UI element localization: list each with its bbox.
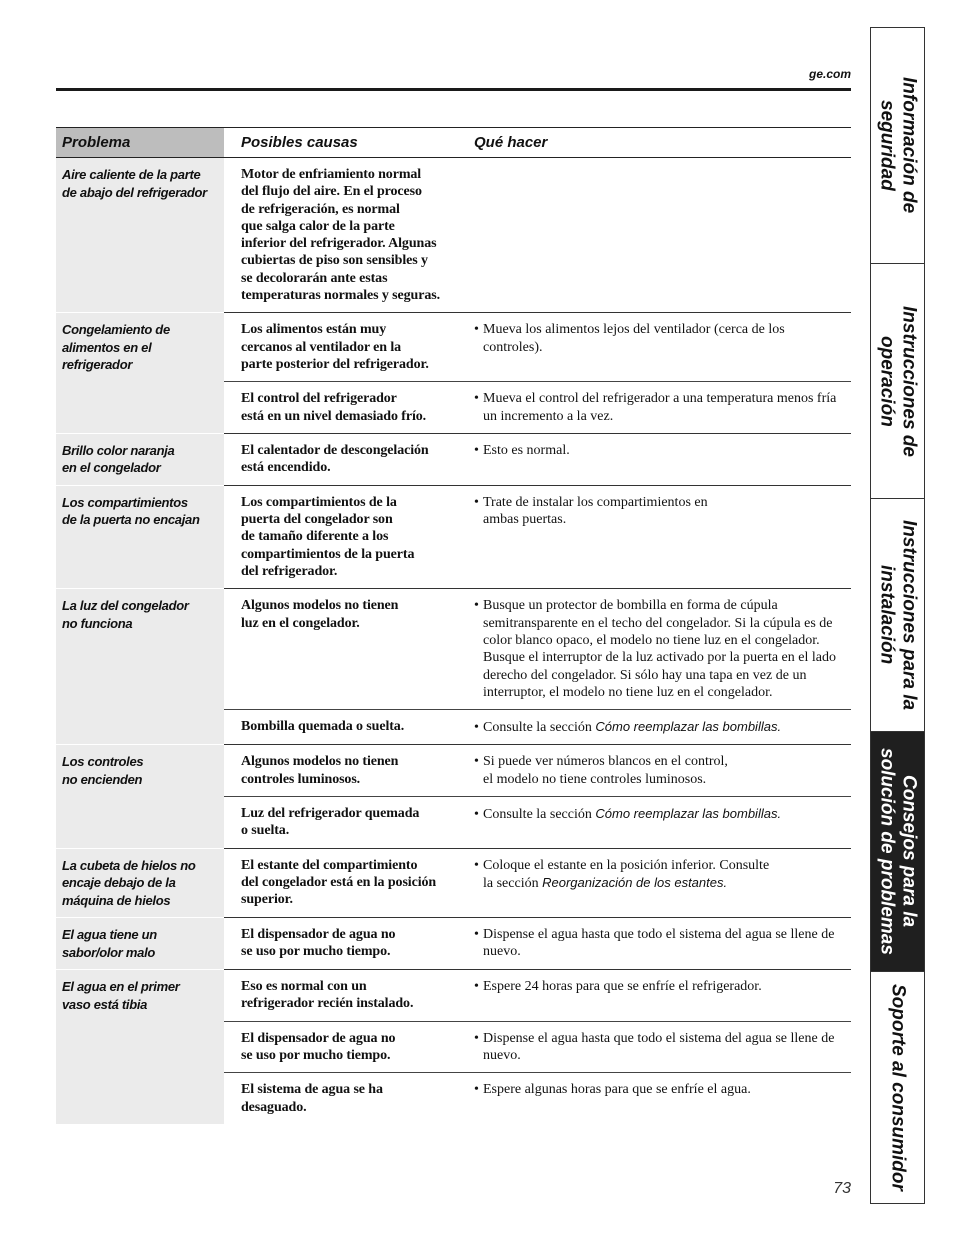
todo-cell — [460, 848, 851, 918]
bullet-item — [474, 321, 837, 356]
page-number: 73 — [833, 1180, 851, 1197]
cause-cell: Algunos modelos no tienen controles luminosos. — [224, 745, 460, 797]
section-tab-label: Instrucciones de operación — [876, 305, 920, 457]
bullet-text: Dispense el agua hasta que todo el sistema del agua se llene de nuevo. — [483, 1030, 835, 1063]
problem-cell: Congelamiento de alimentos en el refrigerador — [56, 313, 224, 433]
problem-cell: Brillo color naranja en el congelador — [56, 433, 224, 485]
bullet-item — [474, 926, 837, 961]
problem-cell: La luz del congelador no funciona — [56, 589, 224, 745]
todo-cell — [460, 710, 851, 745]
cause-cell: Eso es normal con un refrigerador recién instalado. — [224, 970, 460, 1022]
table-row — [56, 918, 851, 970]
table-row — [56, 158, 851, 313]
problem-cell: El agua tiene un sabor/olor malo — [56, 918, 224, 970]
todo-cell — [460, 970, 851, 1022]
section-reference: Cómo reemplazar las bombillas. — [595, 719, 782, 735]
site-url: ge.com — [808, 67, 851, 81]
problem-cell: Aire caliente de la parte de abajo del refrigerador — [56, 158, 224, 313]
section-tab-label: Información de seguridad — [876, 77, 920, 214]
header-rule — [56, 88, 851, 91]
bullet-text: Si puede ver números blancos en el control, el modelo no tiene controles luminosos. — [483, 754, 728, 787]
todo-cell — [460, 433, 851, 485]
todo-cell — [460, 1021, 851, 1073]
section-tab-1[interactable] — [871, 28, 924, 264]
cause-cell: Bombilla quemada o suelta. — [224, 710, 460, 745]
table-row — [56, 745, 851, 797]
bullet-item — [474, 442, 837, 459]
todo-cell — [460, 382, 851, 434]
section-reference: Cómo reemplazar las bombillas. — [595, 806, 782, 822]
problem-cell: La cubeta de hielos no encaje debajo de la máquina de hielos — [56, 848, 224, 918]
bullet-text: Consulte la sección — [483, 807, 596, 823]
cause-cell: Los alimentos están muy cercanos al ventilador en la parte posterior del refrigerador. — [224, 313, 460, 382]
column-header-problem: Problema — [56, 128, 224, 158]
cause-cell: Algunos modelos no tienen luz en el congelador. — [224, 589, 460, 710]
bullet-item — [474, 805, 837, 823]
bullet-text: Mueva los alimentos lejos del ventilador (cerca de los controles). — [483, 322, 785, 355]
bullet-text: Mueva el control del refrigerador a una temperatura menos fría un incremento a la vez. — [483, 391, 837, 424]
bullet-text: Espere 24 horas para que se enfríe el refrigerador. — [483, 979, 762, 995]
todo-cell — [460, 485, 851, 588]
bullet-item — [474, 1030, 837, 1065]
table-row — [56, 848, 851, 918]
section-reference: Reorganización de los estantes. — [542, 874, 728, 890]
todo-cell — [460, 1073, 851, 1124]
todo-cell — [460, 797, 851, 849]
bullet-text: Busque un protector de bombilla en forma de cúpula semitransparente en el techo del congelador. Si la cúpula es de color blanco opaco, el modelo no tiene luz en el congelador. Busque el interruptor de la luz activado por la puerta en el lado derecho del congelador. Si sólo hay una tapa en vez de un interruptor, el modelo no tiene luz en el congelador. — [483, 598, 836, 700]
problem-cell: Los compartimientos de la puerta no encajan — [56, 485, 224, 588]
section-tabs — [870, 27, 925, 1204]
cause-cell: Los compartimientos de la puerta del congelador son de tamaño diferente a los compartimientos de la puerta del refrigerador. — [224, 485, 460, 588]
section-tab-4[interactable] — [871, 732, 924, 972]
cause-cell: El estante del compartimiento del congelador está en la posición superior. — [224, 848, 460, 918]
column-header-todo: Qué hacer — [460, 128, 851, 158]
column-header-causes: Posibles causas — [224, 128, 460, 158]
cause-cell: Motor de enfriamiento normal del flujo del aire. En el proceso de refrigeración, es normal que salga calor de la parte inferior del refrigerador. Algunas cubiertas de piso son sensibles y se decolorarán ante estas temperaturas normales y seguras. — [241, 167, 440, 304]
troubleshooting-table — [56, 127, 851, 1124]
bullet-item — [474, 857, 837, 893]
bullet-text: Coloque el estante en la posición inferior. Consulte la sección — [483, 857, 770, 891]
bullet-item — [474, 978, 837, 995]
table-row — [56, 589, 851, 710]
bullet-item — [474, 597, 837, 701]
bullet-text: Dispense el agua hasta que todo el sistema del agua se llene de nuevo. — [483, 927, 835, 960]
bullet-item — [474, 718, 837, 736]
bullet-item — [474, 390, 837, 425]
table-row — [56, 485, 851, 588]
bullet-item — [474, 753, 837, 788]
todo-cell — [460, 918, 851, 970]
section-tab-label: Instrucciones para la instalación — [876, 519, 920, 711]
bullet-text: Trate de instalar los compartimientos en ambas puertas. — [483, 494, 708, 528]
bullet-text: Consulte la sección — [483, 720, 596, 736]
cause-cell: El dispensador de agua no se uso por mucho tiempo. — [224, 1021, 460, 1073]
bullet-item — [474, 1081, 837, 1098]
cause-cell: Luz del refrigerador quemada o suelta. — [224, 797, 460, 849]
todo-cell — [460, 589, 851, 710]
section-tab-2[interactable] — [871, 264, 924, 499]
table-header-row — [56, 128, 851, 158]
bullet-text: Esto es normal. — [483, 442, 570, 458]
todo-cell — [460, 313, 851, 382]
problem-cell: El agua en el primer vaso está tibia — [56, 970, 224, 1124]
cause-cell: El sistema de agua se ha desaguado. — [224, 1073, 460, 1124]
cause-cell: El control del refrigerador está en un nivel demasiado frío. — [224, 382, 460, 434]
section-tab-label: Soporte al consumidor — [887, 984, 909, 1191]
todo-cell — [460, 158, 851, 313]
table-row — [56, 313, 851, 382]
bullet-text: Espere algunas horas para que se enfríe el agua. — [483, 1082, 751, 1098]
section-tab-3[interactable] — [871, 499, 924, 732]
todo-cell — [460, 745, 851, 797]
section-tab-label: Consejos para la solución de problemas — [876, 748, 920, 955]
problem-cell: Los controles no encienden — [56, 745, 224, 848]
table-row — [56, 433, 851, 485]
table-body — [56, 158, 851, 1124]
cause-cell: El calentador de descongelación está encendido. — [224, 433, 460, 485]
bullet-item — [474, 494, 837, 529]
table-row — [56, 970, 851, 1022]
section-tab-5[interactable] — [871, 972, 924, 1203]
cause-cell: El dispensador de agua no se uso por mucho tiempo. — [224, 918, 460, 970]
